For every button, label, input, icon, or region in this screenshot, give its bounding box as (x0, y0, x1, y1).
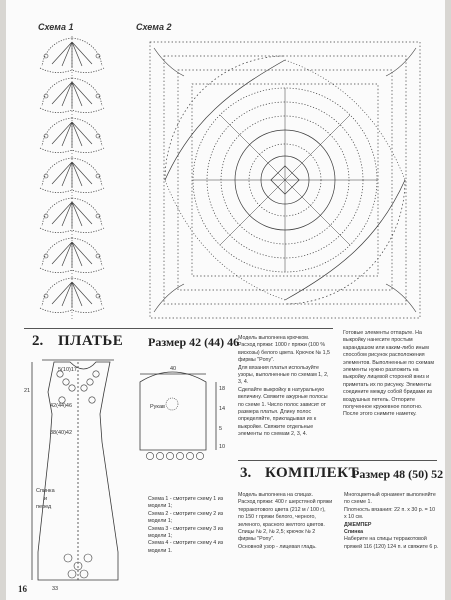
text-line: выкройку нанесите простым (343, 337, 413, 344)
set-materials-text (238, 492, 342, 551)
text-line: вискозы) белого цвета. Крючок № 1,5 (238, 349, 330, 356)
text-line: по 150 г пряжи белого, черного, (238, 514, 316, 521)
body-label-1: Спинка (36, 488, 55, 494)
measure-18: 18 (219, 386, 226, 392)
text-line: Схема 1 - смотрите схему 1 из (148, 496, 224, 502)
dress-schemes-legend (148, 496, 234, 555)
dress-size-label: Размер 42 (44) 46 (148, 335, 240, 349)
measure-33: 33 (52, 586, 59, 592)
page-number: 16 (18, 584, 27, 594)
measure-21: 21 (24, 388, 31, 394)
text-line: приметать их по рисунку. Элементы (343, 381, 432, 388)
scheme1-caption: Схема 1 (38, 22, 74, 32)
text-line: Наберите на спицы терракотовой (344, 536, 427, 543)
subheading-jumper: ДЖЕМПЕР (344, 521, 372, 528)
text-line: выкройку лицевой стороной вниз и (343, 374, 430, 381)
text-line: размера платья. Длину полос (238, 409, 312, 416)
text-line: модели 1. (148, 547, 173, 554)
section-divider (24, 328, 333, 329)
text-line: модели 1; (148, 503, 173, 510)
text-line: Расход пряжи: 400 г шерстяной пряжи (238, 499, 333, 506)
subheading-back: Спинка (344, 529, 364, 536)
text-line: Основной узор - лицевая гладь. (238, 543, 317, 550)
text-line: 3, 4. (238, 379, 249, 386)
set-section-title: КОМПЛЕКТ (265, 465, 360, 481)
text-line: определяйте, прикладывая их к (238, 416, 317, 423)
scheme2-square-motif-diagram (132, 30, 438, 330)
text-line: соедините между собой бридами из (343, 389, 432, 396)
text-line: Расход пряжи: 1000 г пряжи (100 % (238, 342, 326, 349)
text-line: Для вязания платья используйте (238, 364, 319, 371)
text-line: терракотового цвета (212 м / 100 г), (238, 506, 326, 513)
text-line: Сделайте выкройку в натуральную (238, 386, 325, 393)
text-line: фирмы "Pony". (238, 536, 275, 543)
dress-pattern-diagram (22, 352, 230, 592)
text-line: по схеме 1. (344, 499, 372, 506)
text-line: воздушных петель. Отпорите (343, 396, 415, 403)
text-line: выкройке. Свяжите отдельные (238, 423, 314, 430)
text-line: элементов. Выполненные по схемам (343, 359, 434, 366)
text-line: Спицы № 2, № 2,5; крючок № 2 (238, 529, 316, 536)
page-edge-right (445, 0, 451, 600)
measure-40: 40 (170, 366, 177, 372)
section-divider (238, 460, 437, 461)
text-line: модели 1; (148, 518, 173, 525)
dress-intro-text (238, 335, 340, 439)
measure-14: 14 (219, 406, 226, 412)
text-line: величину. Свяжите ажурные полосы (238, 394, 328, 401)
dress-section-title: ПЛАТЬЕ (58, 333, 124, 349)
text-line: по схеме 1. Число полос зависит от (238, 401, 326, 408)
dress-section-number: 2. (32, 333, 44, 349)
scheme2-caption: Схема 2 (136, 22, 172, 32)
text-line: элементы по схемам 2, 3, 4. (238, 431, 308, 438)
text-line: После этого снимите наметку. (343, 411, 417, 418)
text-line: Многоцветный орнамент выполняйте (344, 492, 436, 498)
text-line: Плотность вязания: 22 п. х 30 р. = 10 (344, 506, 436, 513)
text-line: способом рисунок расположения (343, 352, 425, 359)
set-section-number: 3. (240, 465, 252, 481)
text-line: х 10 см. (344, 514, 364, 521)
text-line: Схема 2 - смотрите схему 2 из (148, 510, 224, 517)
text-line: Схема 4 - смотрите схему 4 из (148, 540, 224, 547)
measure-bust: 42(44)46 (50, 403, 73, 409)
body-label-2: и (44, 496, 48, 502)
text-line: Модель выполнена крючком. (238, 335, 310, 341)
text-line: модели 1; (148, 533, 173, 540)
scheme1-lace-strip-diagram (32, 36, 112, 322)
text-line: Готовые элементы отпарьте. На (343, 330, 422, 336)
page-edge-left (0, 0, 6, 600)
text-line: узоры, выполненные по схемам 1, 2, (238, 372, 329, 379)
measure-waist: 38(40)42 (50, 430, 73, 436)
text-line: Модель выполнена на спицах. (238, 492, 314, 498)
text-line: пряжей 116 (120) 124 п. и свяжите 6 р. (344, 543, 439, 550)
measure-10: 10 (219, 444, 226, 450)
measure-top: 5(10)17 (58, 367, 77, 373)
text-line: полученное кружевное полотно. (343, 404, 423, 411)
text-line: фирмы "Pony". (238, 357, 275, 364)
set-size-label: Размер 48 (50) 52 (352, 467, 444, 481)
set-pattern-text (344, 492, 442, 551)
text-line: карандашом или каким-либо иным (343, 344, 429, 351)
measure-5: 5 (219, 426, 223, 432)
sleeve-label: Рукав (150, 404, 165, 410)
body-label-3: перед (36, 504, 52, 510)
text-line: элементы нужно разложить на (343, 367, 419, 374)
text-line: Схема 3 - смотрите схему 3 из (148, 525, 224, 532)
assembly-instructions-text (343, 330, 443, 419)
text-line: зеленого, красного желтого цветов. (238, 521, 325, 528)
